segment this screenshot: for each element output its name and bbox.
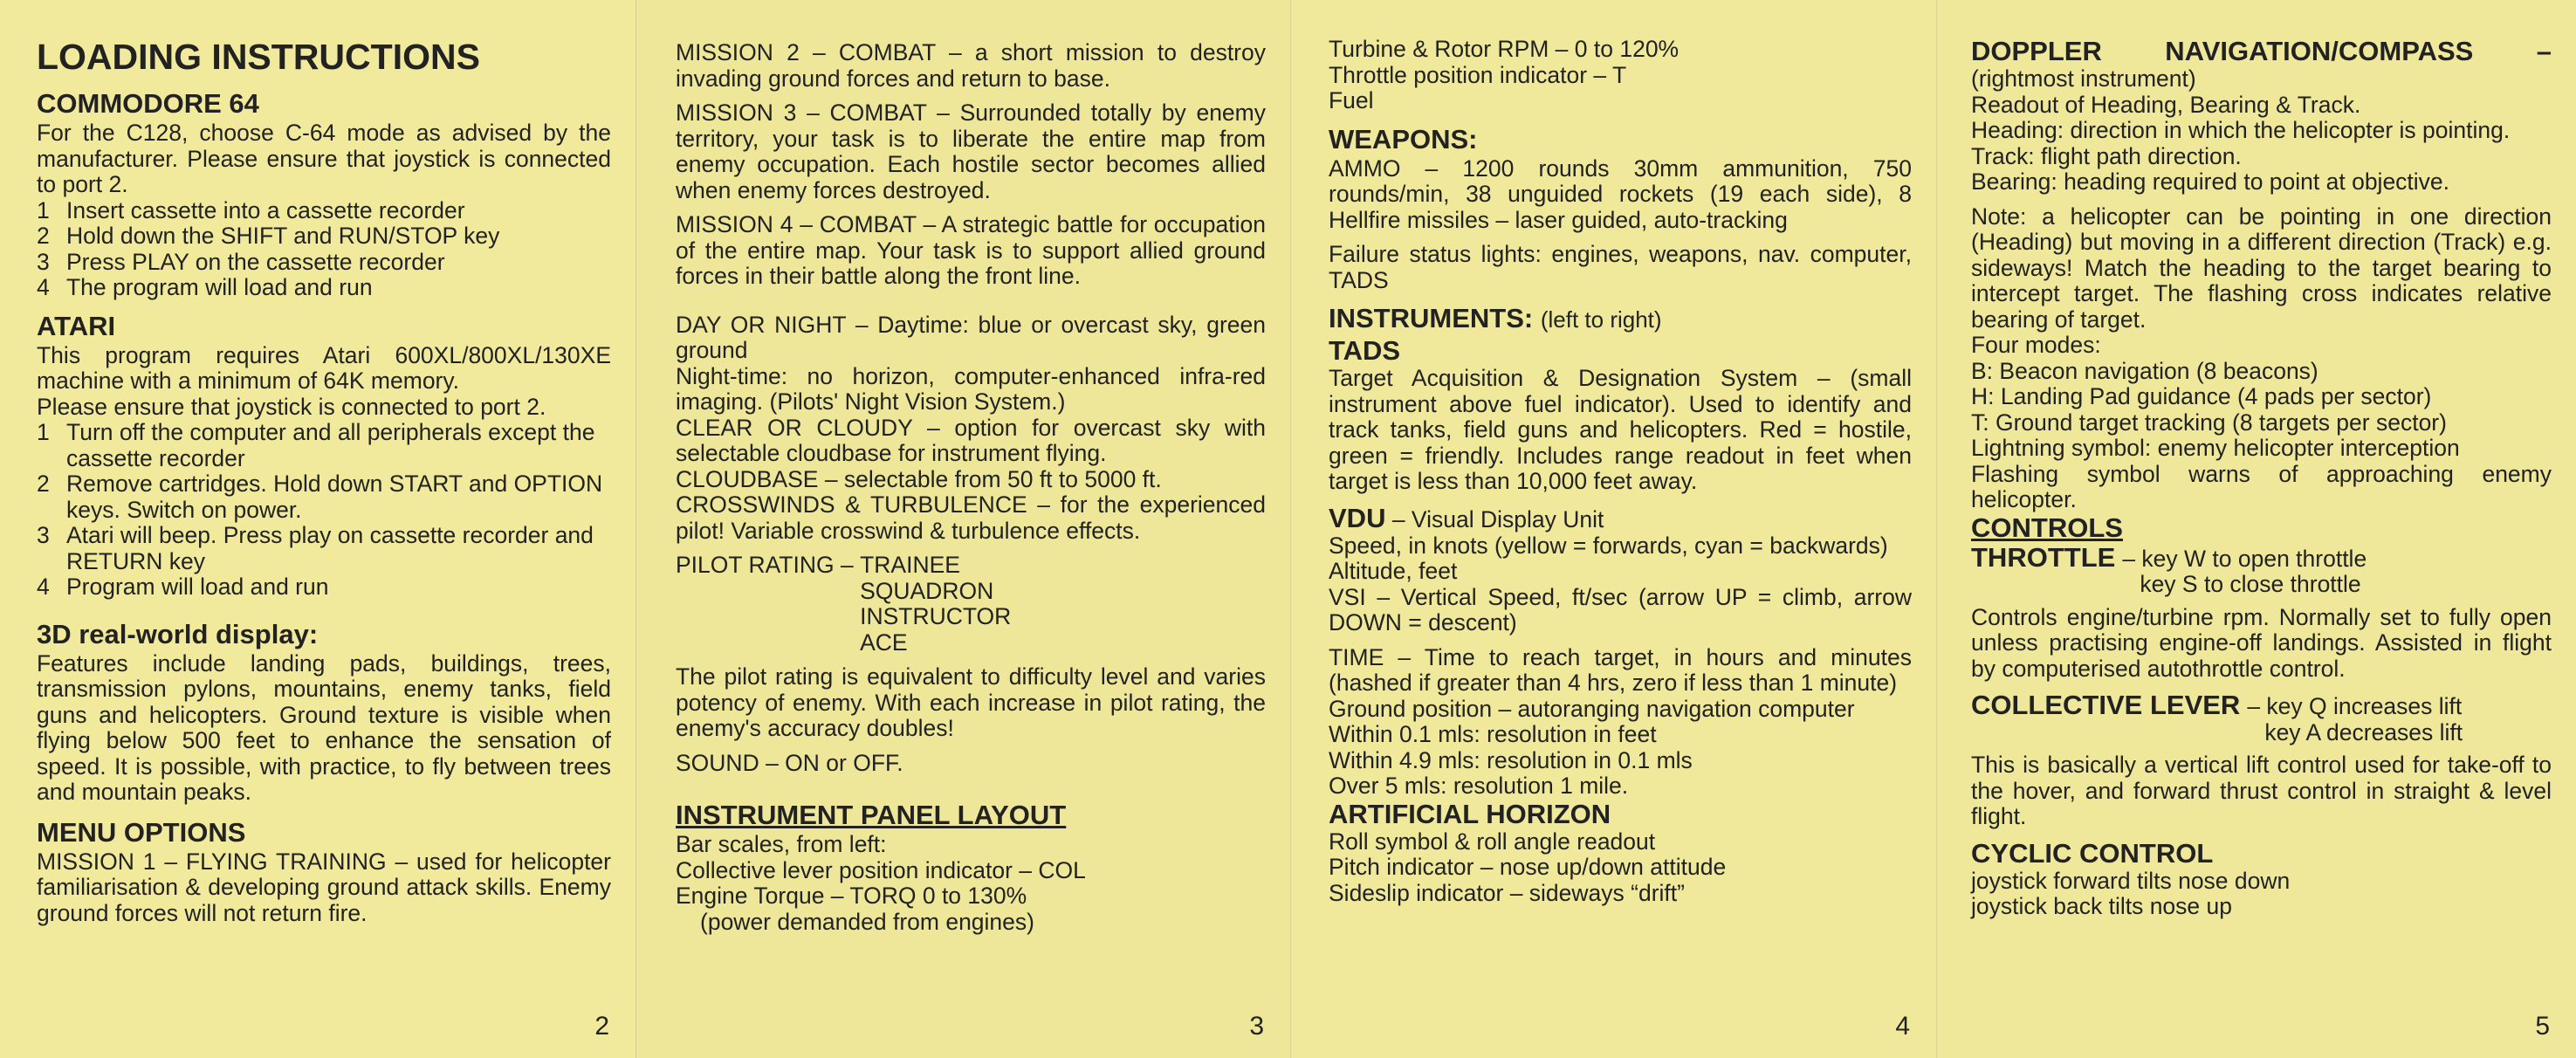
mission3-text: MISSION 3 – COMBAT – Surrounded totally by enemy territory, your task is to liberate the entire map from enemy occupation. Each hostile sector becomes allied when enemy forces destroyed. — [676, 100, 1266, 203]
instruments-note: (left to right) — [1540, 306, 1662, 333]
mission2-text: MISSION 2 – COMBAT – a short mission to destroy invading ground forces and return to base. — [676, 39, 1266, 92]
four-modes-text: Four modes: — [1971, 332, 2101, 358]
vdu-heading: VDU – Visual Display Unit — [1329, 502, 1604, 533]
atari-intro: This program requires Atari 600XL/800XL/130XE machine with a minimum of 64K memory. — [37, 341, 611, 394]
roll-text: Roll symbol & roll angle readout — [1329, 828, 1656, 855]
sound-option: SOUND – ON or OFF. — [676, 749, 903, 776]
atari-heading: ATARI — [37, 310, 116, 341]
page-3 — [635, 0, 1290, 1058]
night-time-text: Night-time: no horizon, computer-enhanced infra-red imaging. (Pilots' Night Vision System.) — [676, 362, 1266, 415]
throttle-key-open: – key W to open throttle — [2122, 545, 2367, 572]
rating-level: ACE — [860, 629, 908, 656]
weapons-heading: WEAPONS: — [1329, 123, 1478, 155]
atari-step: 2 Remove cartridges. Hold down START and OPTION keys. Switch on power. — [37, 471, 603, 523]
atari-note: Please ensure that joystick is connected to port 2. — [37, 393, 546, 420]
mode-b-text: B: Beacon navigation (8 beacons) — [1971, 357, 2318, 384]
atari-step: 3 Atari will beep. Press play on cassette recorder and RETURN key — [37, 522, 594, 574]
page-2 — [0, 0, 635, 1058]
collective-indicator-text: Collective lever position indicator – COL — [676, 856, 1086, 883]
vsi-text: VSI – Vertical Speed, ft/sec (arrow UP = climb, arrow DOWN = descent) — [1329, 583, 1912, 635]
display-text: Features include landing pads, buildings, trees, transmission pylons, mountains, enemy tanks, field guns and helicopters. Ground texture is visible when flying below 500 feet to enhance the sensation of speed. It is possible, with practice, to fly between trees and mountain peaks. — [37, 649, 611, 805]
atari-step: 4 Program will load and run — [37, 574, 329, 600]
collective-keys — [1971, 690, 2552, 745]
mode-h-text: H: Landing Pad guidance (4 pads per sector) — [1971, 383, 2432, 409]
loading-instructions-title: LOADING INSTRUCTIONS — [37, 37, 480, 77]
fold-line — [1290, 0, 1293, 1058]
controls-heading: CONTROLS — [1971, 512, 2123, 543]
bar-scales-text: Bar scales, from left: — [676, 831, 887, 857]
failure-lights-text: Failure status lights: engines, weapons, nav. computer, TADS — [1329, 241, 1912, 293]
page-number: 5 — [2535, 1011, 2550, 1041]
fold-line — [635, 0, 638, 1058]
pilot-rating — [676, 553, 1266, 656]
c64-intro: For the C128, choose C-64 mode as advised by the manufacturer. Please ensure that joystick is connected to port 2. — [37, 120, 611, 197]
fuel-text: Fuel — [1329, 87, 1374, 113]
c64-steps — [37, 198, 611, 301]
c64-step: 4 The program will load and run — [37, 274, 373, 300]
page-5 — [1936, 0, 2576, 1058]
mission1-text: MISSION 1 – FLYING TRAINING – used for helicopter familiarisation & developing ground attack skills. Enemy ground forces will not return fire. — [37, 848, 611, 926]
collective-key-decrease: key A decreases lift — [2264, 718, 2463, 745]
c64-heading: COMMODORE 64 — [37, 88, 259, 119]
throttle-indicator-text: Throttle position indicator – T — [1329, 61, 1627, 88]
altitude-text: Altitude, feet — [1329, 558, 1458, 584]
atari-step: 1 Turn off the computer and all peripherals except the cassette recorder — [37, 419, 595, 471]
rating-level: INSTRUCTOR — [860, 603, 1012, 629]
instruments-heading: INSTRUMENTS: (left to right) — [1329, 303, 1662, 333]
artificial-horizon-heading: ARTIFICIAL HORIZON — [1329, 798, 1611, 829]
readout-text: Readout of Heading, Bearing & Track. — [1971, 91, 2361, 118]
atari-steps — [37, 420, 611, 601]
fold-line — [1936, 0, 1939, 1058]
torque-text: Engine Torque – TORQ 0 to 130% — [676, 883, 1027, 909]
over-5-text: Over 5 mls: resolution 1 mile. — [1329, 773, 1629, 799]
crosswinds-option: CROSSWINDS & TURBULENCE – for the experienced pilot! Variable crosswind & turbulence effects. — [676, 491, 1266, 544]
within-01-text: Within 0.1 mls: resolution in feet — [1329, 721, 1657, 747]
doppler-sub: (rightmost instrument) — [1971, 65, 2196, 92]
cyclic-back-text: joystick back tilts nose up — [1971, 893, 2232, 919]
throttle-keys — [1971, 543, 2552, 598]
cloudbase-option: CLOUDBASE – selectable from 50 ft to 5000 ft. — [676, 465, 1162, 492]
turbine-text: Turbine & Rotor RPM – 0 to 120% — [1329, 36, 1680, 62]
collective-text: This is basically a vertical lift control used for take-off to the hover, and forward thrust control in straight & level flight. — [1971, 752, 2552, 829]
tads-text: Target Acquisition & Designation System – (small instrument above fuel indicator). Used to identify and track tanks, field guns and helicopters. Red = hostile, green = friendly. Includes range readout in feet when target is less than 10,000 feet away. — [1329, 365, 1912, 494]
page-number: 2 — [594, 1011, 609, 1041]
throttle-text: Controls engine/turbine rpm. Normally set to fully open unless practising engine-off landings. Assisted in flight by computerised autothrottle control. — [1971, 603, 2552, 682]
track-text: Track: flight path direction. — [1971, 142, 2242, 169]
throttle-key-close: key S to close throttle — [2140, 571, 2361, 597]
sideslip-text: Sideslip indicator – sideways “drift” — [1329, 879, 1685, 906]
time-text: TIME – Time to reach target, in hours and minutes (hashed if greater than 4 hrs, zero if less than 1 minute) — [1329, 643, 1912, 696]
heading-text: Heading: direction in which the helicopter is pointing. — [1971, 117, 2511, 143]
rating-text: The pilot rating is equivalent to difficulty level and varies potency of enemy. With each increase in pilot rating, the enemy's accuracy doubles! — [676, 663, 1266, 741]
bearing-text: Bearing: heading required to point at objective. — [1971, 168, 2450, 195]
pilot-rating-levels — [860, 553, 1011, 656]
page-4 — [1290, 0, 1936, 1058]
menu-options-heading: MENU OPTIONS — [37, 816, 246, 848]
day-night-option: DAY OR NIGHT – Daytime: blue or overcast sky, green ground — [676, 311, 1266, 363]
instrument-panel-heading: INSTRUMENT PANEL LAYOUT — [676, 800, 1067, 830]
cyclic-forward-text: joystick forward tilts nose down — [1971, 867, 2291, 894]
mode-t-text: T: Ground target tracking (8 targets per sector) — [1971, 409, 2447, 436]
torque-note: (power demanded from engines) — [700, 908, 1034, 935]
pilot-rating-label: PILOT RATING – — [676, 552, 861, 578]
doppler-heading: DOPPLER NAVIGATION/COMPASS – — [1971, 36, 2552, 66]
tads-heading: TADS — [1329, 335, 1401, 366]
lightning-text: Lightning symbol: enemy helicopter interception — [1971, 435, 2460, 461]
rating-level: SQUADRON — [860, 577, 994, 604]
c64-step: 3 Press PLAY on the cassette recorder — [37, 248, 445, 275]
clear-cloudy-option: CLEAR OR CLOUDY – option for overcast sky with selectable cloudbase for instrument flying. — [676, 414, 1266, 466]
page-number: 3 — [1249, 1011, 1264, 1041]
throttle-heading: THROTTLE — [1971, 541, 2116, 573]
cyclic-heading: CYCLIC CONTROL — [1971, 837, 2214, 869]
c64-step: 2 Hold down the SHIFT and RUN/STOP key — [37, 223, 500, 249]
ground-position-text: Ground position – autoranging navigation computer — [1329, 695, 1855, 722]
rating-level: TRAINEE — [860, 552, 960, 578]
mission4-text: MISSION 4 – COMBAT – A strategic battle for occupation of the entire map. Your task is to support allied ground forces in their battle along the front line. — [676, 211, 1266, 289]
page-number: 4 — [1895, 1011, 1910, 1041]
pitch-text: Pitch indicator – nose up/down attitude — [1329, 854, 1727, 880]
c64-step: 1 Insert cassette into a cassette recorder — [37, 196, 465, 223]
collective-heading: COLLECTIVE LEVER — [1971, 690, 2241, 720]
speed-text: Speed, in knots (yellow = forwards, cyan = backwards) — [1329, 532, 1888, 559]
display-heading: 3D real-world display: — [37, 618, 319, 649]
flashing-text: Flashing symbol warns of approaching enemy helicopter. — [1971, 460, 2552, 512]
within-49-text: Within 4.9 mls: resolution in 0.1 mls — [1329, 746, 1693, 773]
collective-key-increase: – key Q increases lift — [2247, 693, 2463, 719]
ammo-text: AMMO – 1200 rounds 30mm ammunition, 750 rounds/min, 38 unguided rockets (19 each side), 8 Hellfire missiles – laser guided, auto-tracking — [1329, 155, 1912, 233]
note-text: Note: a helicopter can be pointing in one direction (Heading) but moving in a different direction (Track) e.g. sideways! Match the heading to the target bearing to intercept target. The flashing cross indicates relative bearing of target. — [1971, 203, 2552, 333]
